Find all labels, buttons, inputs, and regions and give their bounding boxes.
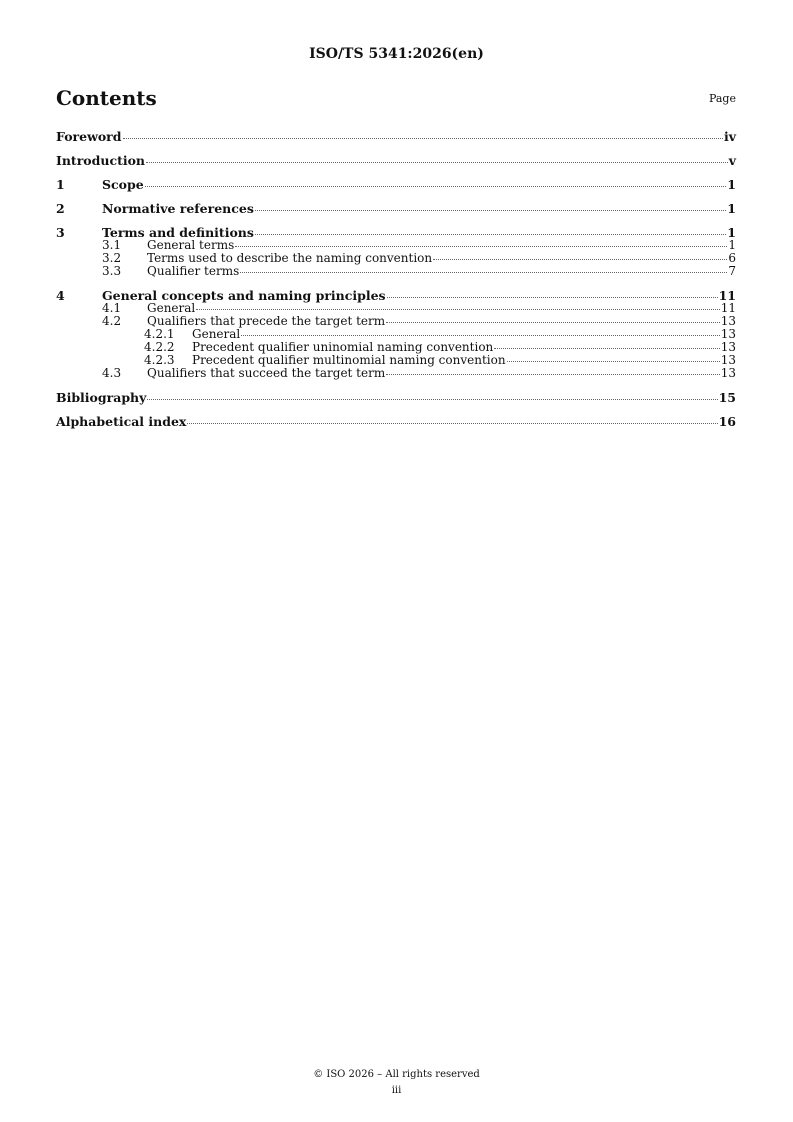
toc-entry-number: 4.2.3: [144, 353, 175, 367]
toc-dot-leader: [147, 399, 717, 400]
page-footer: [0, 1067, 793, 1099]
toc-entry-page: 16: [718, 414, 736, 429]
toc-entry-page: 11: [720, 301, 736, 315]
toc-dot-leader: [386, 322, 720, 323]
toc-entry-page: 1: [727, 177, 736, 192]
toc-dot-leader: [145, 186, 727, 187]
toc-entry-title: Terms and definitions: [102, 225, 254, 240]
toc-dot-leader: [241, 335, 719, 336]
toc-entry-title: Qualifier terms: [147, 264, 240, 278]
toc-dot-leader: [507, 361, 720, 362]
toc-dot-leader: [196, 309, 719, 310]
toc-dot-leader: [494, 348, 719, 349]
toc-entry-page: 1: [727, 225, 736, 240]
toc-entry-number: 3.2: [102, 251, 122, 265]
toc-entry-page: 7: [728, 264, 736, 278]
toc-entry-title: Scope: [102, 177, 144, 192]
toc-entry-introduction[interactable]: [56, 154, 736, 167]
toc-entry-scope[interactable]: [56, 178, 736, 191]
toc-entry-title: General: [192, 327, 241, 341]
toc-entry-title: General concepts and naming principles: [102, 288, 386, 303]
toc-entry-number: 4.3: [102, 366, 122, 380]
toc-entry-title: Introduction: [56, 153, 146, 168]
toc-dot-leader: [235, 246, 727, 247]
toc-dot-leader: [240, 272, 727, 273]
toc-entry-number: 4.2: [102, 314, 122, 328]
toc-entry-title: General terms: [147, 238, 235, 252]
toc-dot-leader: [386, 374, 720, 375]
toc-entry-alphabetical-index[interactable]: [56, 415, 736, 428]
document-id-header: ISO/TS 5341:2026(en): [309, 46, 484, 62]
toc-entry-qualifiers-succeed[interactable]: [56, 367, 736, 380]
toc-entry-title: Alphabetical index: [56, 414, 187, 429]
toc-entry-title: Precedent qualifier multinomial naming convention: [192, 353, 506, 367]
copyright-notice: © ISO 2026 – All rights reserved: [313, 1069, 480, 1080]
toc-entry-number: 4.2.1: [144, 327, 175, 341]
toc-entry-bibliography[interactable]: [56, 391, 736, 404]
toc-entry-page: 11: [718, 288, 736, 303]
table-of-contents: [56, 130, 736, 428]
toc-entry-page: 13: [720, 340, 736, 354]
toc-entry-title: Normative references: [102, 201, 254, 216]
toc-entry-page: 13: [720, 314, 736, 328]
toc-entry-title: Terms used to describe the naming convention: [147, 251, 433, 265]
toc-dot-leader: [255, 234, 726, 235]
toc-dot-leader: [123, 138, 723, 139]
toc-entry-page: 13: [720, 366, 736, 380]
toc-entry-title: Foreword: [56, 129, 122, 144]
toc-entry-page: 13: [720, 353, 736, 367]
toc-entry-page: v: [728, 153, 736, 168]
toc-entry-title: Bibliography: [56, 390, 147, 405]
toc-dot-leader: [387, 297, 718, 298]
toc-entry-number: 3: [56, 225, 65, 240]
toc-entry-title: General: [147, 301, 196, 315]
toc-dot-leader: [433, 259, 727, 260]
toc-entry-normative-references[interactable]: [56, 202, 736, 215]
toc-entry-number: 4: [56, 288, 65, 303]
toc-entry-number: 4.1: [102, 301, 122, 315]
toc-dot-leader: [146, 162, 728, 163]
toc-entry-page: iv: [723, 129, 736, 144]
toc-entry-title: Qualifiers that precede the target term: [147, 314, 386, 328]
toc-entry-page: 15: [718, 390, 736, 405]
toc-dot-leader: [255, 210, 726, 211]
toc-entry-page: 1: [727, 201, 736, 216]
page-number: iii: [391, 1085, 402, 1096]
toc-entry-number: 4.2.2: [144, 340, 175, 354]
toc-entry-page: 1: [728, 238, 736, 252]
toc-entry-title: Precedent qualifier uninomial naming convention: [192, 340, 494, 354]
toc-entry-foreword[interactable]: [56, 130, 736, 143]
toc-entry-qualifier-terms[interactable]: [56, 265, 736, 278]
toc-entry-number: 1: [56, 177, 65, 192]
toc-entry-number: 3.3: [102, 264, 122, 278]
toc-entry-page: 6: [728, 251, 736, 265]
toc-dot-leader: [187, 423, 717, 424]
toc-entry-number: 3.1: [102, 238, 122, 252]
page-column-label: Page: [708, 92, 736, 105]
contents-title: Contents: [56, 86, 157, 110]
toc-entry-page: 13: [720, 327, 736, 341]
toc-entry-number: 2: [56, 201, 65, 216]
toc-entry-title: Qualifiers that succeed the target term: [147, 366, 386, 380]
